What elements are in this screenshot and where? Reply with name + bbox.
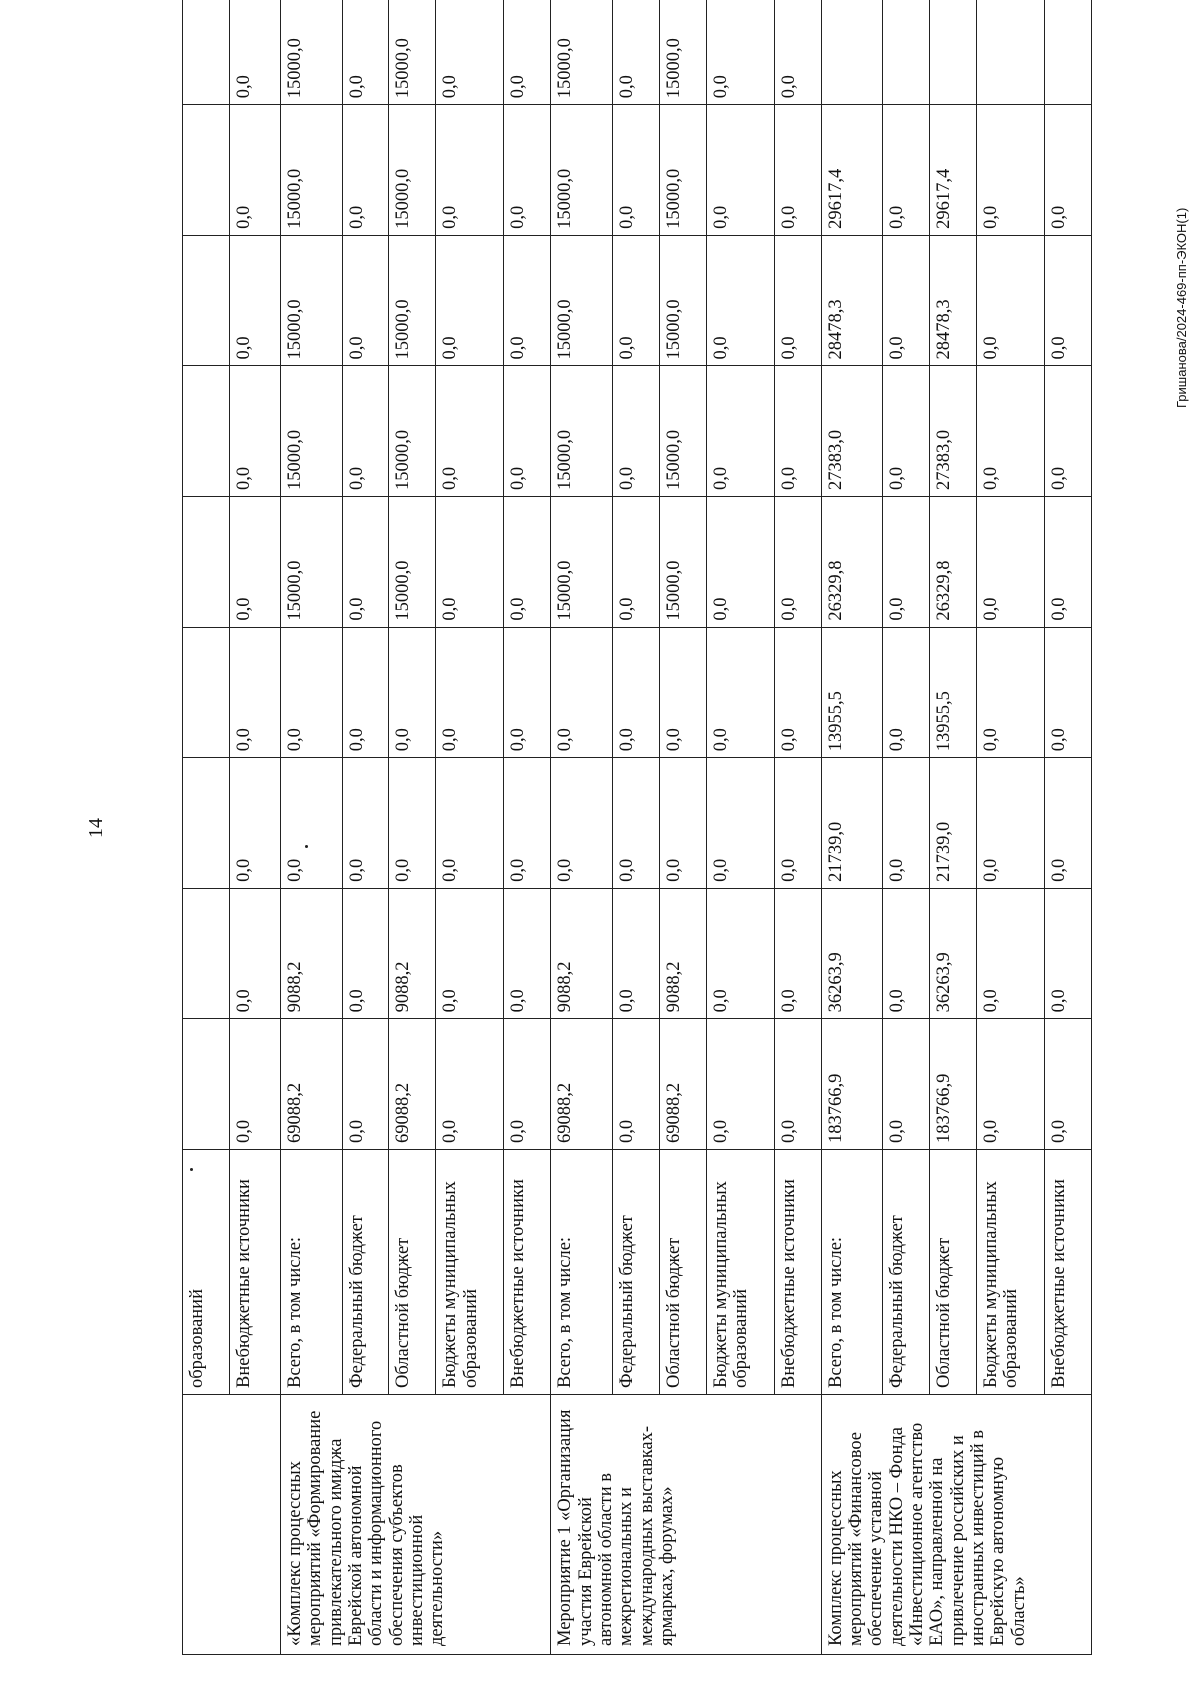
value-cell: 0,0 [342,366,389,497]
value-cell: 0,0 [504,0,551,105]
value-cell: 0,0 [229,366,280,497]
value-cell [183,1019,230,1150]
value-cell: 15000,0 [280,497,342,628]
value-cell: 0,0 [706,0,774,105]
value-cell: 15000,0 [280,366,342,497]
source-cell: Федеральный бюджет [883,1150,930,1395]
value-cell: 0,0 [706,105,774,236]
table-row [280,0,342,1655]
value-cell: 69088,2 [551,1019,613,1150]
value-cell: 0,0 [551,758,613,889]
value-cell: 0,0 [883,235,930,366]
source-cell: Бюджеты муниципальных образований [706,1150,774,1395]
value-cell: 0,0 [976,758,1044,889]
source-cell: Областной бюджет [389,1150,436,1395]
value-cell: 28478,3 [930,235,977,366]
value-cell: 0,0 [976,235,1044,366]
value-cell [821,0,883,105]
value-cell: 0,0 [659,758,706,889]
value-cell: 15000,0 [659,235,706,366]
value-cell: 0,0 [342,627,389,758]
value-cell: 15000,0 [389,366,436,497]
value-cell: 13955,5 [821,627,883,758]
value-cell: 9088,2 [280,888,342,1019]
value-cell: 15000,0 [389,0,436,105]
value-cell: 28478,3 [821,235,883,366]
value-cell: 0,0 [612,1019,659,1150]
source-cell: Бюджеты муниципальных образований [976,1150,1044,1395]
value-cell: 15000,0 [551,105,613,236]
value-cell [183,497,230,628]
value-cell: 0,0 [706,235,774,366]
value-cell: 36263,9 [930,888,977,1019]
value-cell: 0,0 [1045,497,1092,628]
value-cell: 15000,0 [659,0,706,105]
value-cell: 0,0 [612,627,659,758]
value-cell [183,0,230,105]
value-cell: 0,0 [342,758,389,889]
value-cell: 0,0 [774,105,821,236]
value-cell [183,758,230,889]
value-cell: 0,0 [229,105,280,236]
source-cell: Федеральный бюджет [612,1150,659,1395]
value-cell [183,627,230,758]
value-cell: 0,0 [504,366,551,497]
value-cell: 26329,8 [930,497,977,628]
value-cell: 0,0 [659,627,706,758]
value-cell: 0,0 [504,627,551,758]
value-cell: 0,0 [883,105,930,236]
value-cell: 0,0 [229,627,280,758]
value-cell [183,105,230,236]
value-cell: 9088,2 [659,888,706,1019]
program-name-cell: «Комплекс процессных мероприятий «Формирование привлекательного имиджа Еврейской автономной области и информационного обеспечения субъектов инвестиционной деятельности» [280,1395,550,1655]
value-cell: 0,0 [612,888,659,1019]
value-cell: 0,0 [229,497,280,628]
value-cell: 0,0 [280,627,342,758]
value-cell: 36263,9 [821,888,883,1019]
value-cell: 0,0 [706,888,774,1019]
value-cell: 0,0 [1045,105,1092,236]
value-cell: 0,0 [774,497,821,628]
value-cell: 0,0 [504,888,551,1019]
document-code: Гришанова/2024-469-пп-ЭКОН(1) [1174,207,1189,408]
source-cell: Внебюджетные источники [504,1150,551,1395]
source-cell: Бюджеты муниципальных образований [436,1150,504,1395]
value-cell [183,366,230,497]
table-row [551,0,613,1655]
value-cell: 9088,2 [551,888,613,1019]
value-cell: 0,0 [976,1019,1044,1150]
value-cell: 0,0 [612,366,659,497]
value-cell: 0,0 [706,758,774,889]
source-cell: Федеральный бюджет [342,1150,389,1395]
value-cell: 0,0 [504,1019,551,1150]
value-cell: 0,0 [342,0,389,105]
value-cell: 0,0 [706,627,774,758]
financing-table-container [182,38,1092,1655]
value-cell: 0,0 [436,888,504,1019]
value-cell: 15000,0 [389,105,436,236]
value-cell: 15000,0 [551,235,613,366]
value-cell: 183766,9 [821,1019,883,1150]
financing-table [182,0,1092,1655]
table-body [183,0,1092,1655]
value-cell: 0,0 [389,758,436,889]
value-cell: 0,0 [612,758,659,889]
value-cell: 0,0 [342,235,389,366]
value-cell: 15000,0 [659,105,706,236]
value-cell: 0,0 [342,888,389,1019]
value-cell: 21739,0 [930,758,977,889]
value-cell: 0,0 [883,366,930,497]
value-cell: 0,0 [342,105,389,236]
value-cell: 0,0 [976,497,1044,628]
value-cell: 15000,0 [551,366,613,497]
value-cell: 0,0 [229,758,280,889]
value-cell: 0,0 [612,497,659,628]
value-cell: 0,0 [551,627,613,758]
value-cell: 15000,0 [659,497,706,628]
value-cell: 0,0 [883,497,930,628]
value-cell: 0,0 [1045,366,1092,497]
value-cell: 15000,0 [551,497,613,628]
value-cell: 0,0 [229,1019,280,1150]
value-cell: 27383,0 [930,366,977,497]
source-cell: Всего, в том числе: [821,1150,883,1395]
value-cell: 0,0 [389,627,436,758]
value-cell: 0,0 [976,627,1044,758]
value-cell: 0,0 [706,1019,774,1150]
value-cell: 0,0 [706,497,774,628]
value-cell: 0,0 [504,758,551,889]
source-cell: Внебюджетные источники [774,1150,821,1395]
value-cell: 69088,2 [659,1019,706,1150]
value-cell: 0,0 [1045,1019,1092,1150]
value-cell: 29617,4 [930,105,977,236]
value-cell: 0,0 [883,758,930,889]
value-cell: 0,0 [504,105,551,236]
value-cell: 0,0 [883,1019,930,1150]
value-cell: 27383,0 [821,366,883,497]
program-name-cell: Комплекс процессных мероприятий «Финансовое обеспечение уставной деятельности НКО – Фонда «Инвестиционное агентство ЕАО», направленной на привлечение российских и иностранных инвестиций в Еврейскую автономную область» [821,1395,1091,1655]
value-cell: 0,0 [229,0,280,105]
source-cell: Областной бюджет [930,1150,977,1395]
value-cell [183,235,230,366]
source-cell: образований [183,1150,230,1395]
page-number: 14 [85,818,107,838]
program-name-cell: Мероприятие 1 «Организация участия Еврейской автономной области в межрегиональных и международных выставках-ярмарках, форумах» [551,1395,821,1655]
value-cell: 0,0 [774,888,821,1019]
value-cell: 15000,0 [659,366,706,497]
value-cell: 15000,0 [389,235,436,366]
value-cell: 0,0 [436,497,504,628]
value-cell: 9088,2 [389,888,436,1019]
value-cell: 0,0 [774,627,821,758]
value-cell: 0,0 [774,0,821,105]
value-cell: 0,0 [436,366,504,497]
source-cell: Всего, в том числе: [280,1150,342,1395]
value-cell: 0,0 [612,235,659,366]
value-cell: 26329,8 [821,497,883,628]
value-cell: 0,0 [774,758,821,889]
value-cell: 15000,0 [280,235,342,366]
table-row [183,0,230,1655]
value-cell: 0,0 [436,105,504,236]
value-cell: 0,0 [774,366,821,497]
value-cell: 0,0 [706,366,774,497]
value-cell: 0,0 [1045,758,1092,889]
source-cell: Внебюджетные источники [1045,1150,1092,1395]
value-cell: 0,0 [883,627,930,758]
value-cell: 0,0 [436,235,504,366]
value-cell: 69088,2 [280,1019,342,1150]
value-cell: 15000,0 [551,0,613,105]
value-cell: 21739,0 [821,758,883,889]
value-cell: 0,0 [976,888,1044,1019]
source-cell: Всего, в том числе: [551,1150,613,1395]
value-cell: 0,0 [229,888,280,1019]
value-cell: 15000,0 [280,105,342,236]
value-cell: 0,0 [342,1019,389,1150]
value-cell [976,0,1044,105]
table-row [821,0,883,1655]
value-cell: 0,0 [436,0,504,105]
value-cell [930,0,977,105]
value-cell: 29617,4 [821,105,883,236]
value-cell [183,888,230,1019]
value-cell: 0,0 [504,235,551,366]
value-cell: 0,0 [612,0,659,105]
value-cell: 15000,0 [389,497,436,628]
value-cell: 0,0 [774,235,821,366]
source-cell: Областной бюджет [659,1150,706,1395]
value-cell [1045,0,1092,105]
source-cell: Внебюджетные источники [229,1150,280,1395]
value-cell: 0,0 [883,888,930,1019]
value-cell: 0,0 [229,235,280,366]
value-cell: 0,0 [1045,235,1092,366]
value-cell: 0,0 [774,1019,821,1150]
value-cell: 0,0 [612,105,659,236]
value-cell: 0,0 [436,758,504,889]
value-cell: 0,0 [504,497,551,628]
program-cell [183,1395,281,1655]
value-cell: 0,0 [436,1019,504,1150]
value-cell: 0,0 [342,497,389,628]
value-cell: 0,0 [1045,888,1092,1019]
value-cell: 0,0 [976,366,1044,497]
value-cell: 0,0 [280,758,342,889]
value-cell: 0,0 [436,627,504,758]
value-cell: 183766,9 [930,1019,977,1150]
value-cell: 69088,2 [389,1019,436,1150]
value-cell: 0,0 [1045,627,1092,758]
value-cell: 0,0 [976,105,1044,236]
value-cell: 15000,0 [280,0,342,105]
value-cell: 13955,5 [930,627,977,758]
value-cell [883,0,930,105]
